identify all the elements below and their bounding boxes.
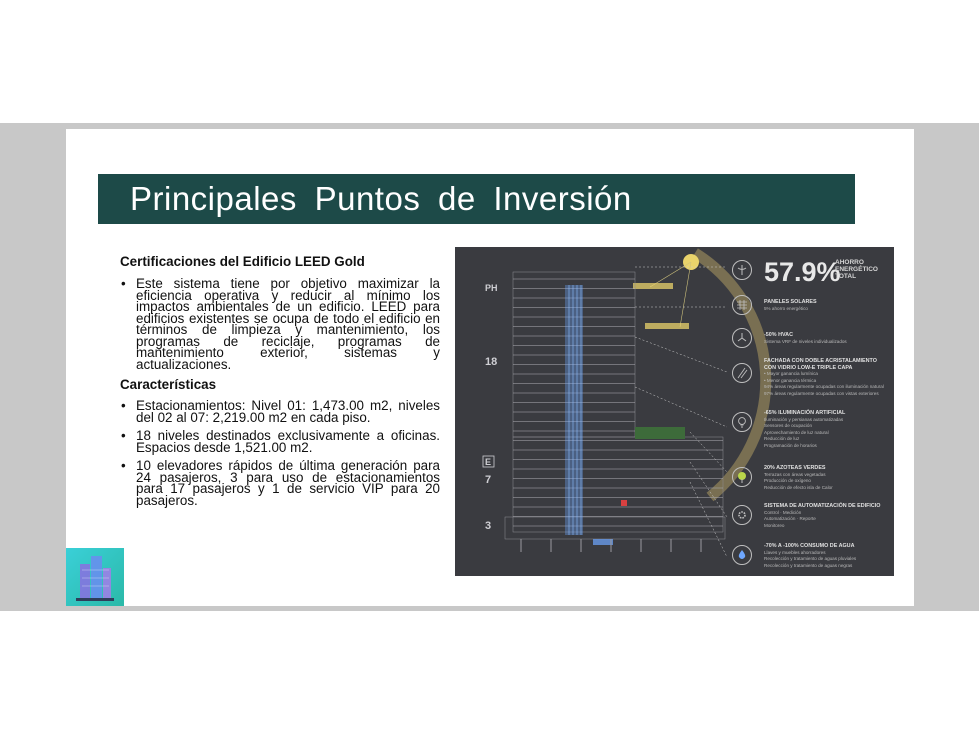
- infographic-item-desc: Sensores de ocupación: [764, 423, 813, 428]
- infographic-item-desc: Reducción de efecto isla de Calor: [764, 484, 833, 490]
- features-list: [120, 400, 440, 506]
- infographic-item-desc: Sistema VRF de niveles individualizados: [764, 338, 847, 344]
- label-e: E: [485, 457, 492, 467]
- slide-title: Principales Puntos de Inversión: [98, 174, 855, 224]
- infographic-item-desc: 5% ahorro energético: [764, 305, 808, 311]
- facade-icon: [732, 363, 752, 383]
- infographic-item-desc: Control · Medición: [764, 509, 802, 515]
- infographic-item-desc: Terrazas con áreas vegetadas: [764, 471, 826, 477]
- stat-label-line: AHORRO: [835, 259, 864, 266]
- infographic-item-title: -65% ILUMINACIÓN ARTIFICIAL: [764, 410, 846, 416]
- infographic-item-desc: • Menor ganancia térmica: [764, 377, 817, 383]
- label-ph: PH: [485, 283, 498, 293]
- infographic-item-desc: Recolección y tratamiento de aguas pluviales: [764, 556, 857, 561]
- infographic-item-desc: Reducción de luz: [764, 436, 800, 441]
- feature-parking: • Estacionamientos: Nivel 01: 1,473.00 m2, niveles del 02 al 07: 2,219.00 m2 en cada piso.: [120, 400, 440, 423]
- infographic-item-title: 20% AZOTEAS VERDES: [764, 465, 826, 471]
- stat-label-line: TOTAL: [835, 273, 857, 280]
- feature-offices: • 18 niveles destinados exclusivamente a oficinas. Espacios desde 1,521.00 m2.: [120, 430, 440, 453]
- gear-icon: [732, 505, 752, 525]
- energy-saving-stat: 57.9%: [764, 257, 841, 287]
- infographic-item: [764, 410, 889, 449]
- slide: [66, 129, 914, 606]
- solar-panel-icon: [732, 295, 752, 315]
- infographic-item-desc: Producción de oxígeno: [764, 478, 811, 483]
- features-heading: Características: [120, 377, 217, 392]
- infographic-item-desc: Recolección y tratamiento de aguas negras: [764, 562, 853, 568]
- text-column: [120, 254, 440, 513]
- tree-icon: [732, 467, 752, 487]
- infographic-item-title: -70% A -100% CONSUMO DE AGUA: [764, 543, 855, 549]
- infographic-item-title: PANELES SOLARES: [764, 299, 817, 305]
- infographic-item-title: FACHADA CON DOBLE ACRISTALAMIENTO CON VIDRIO LOW-E TRIPLE CAPA: [764, 358, 877, 371]
- feature-elevators: • 10 elevadores rápidos de última generación para 24 pasajeros, 3 para uso de estacionamientos para 17 pasajeros y 1 de servicio VIP para 20 pasajeros.: [120, 460, 440, 506]
- energy-icon: [732, 260, 752, 280]
- infographic-item: [764, 299, 889, 312]
- energy-saving-label: [835, 259, 878, 280]
- leed-infographic: [455, 247, 894, 576]
- infographic-item-desc: 94% áreas regularmente ocupadas con iluminación natural: [764, 384, 884, 389]
- label-18: 18: [485, 356, 498, 368]
- cert-bullet: • Este sistema tiene por objetivo maximizar la eficiencia operativa y reducir al mínimo los impactos ambientales de un edificio. LEED para edificios existentes se ocupa de todo el edificio en términos de limpieza y mantenimiento, los programas de reciclaje, programas de mantenimiento exterior, sistemas y actualizaciones.: [120, 278, 440, 370]
- infographic-item: [764, 465, 889, 491]
- light-bulb-icon: [732, 412, 752, 432]
- infographic-item-title: -50% HVAC: [764, 332, 793, 338]
- company-logo: [66, 548, 124, 606]
- infographic-item-title: SISTEMA DE AUTOMATIZACIÓN DE EDIFICIO: [764, 503, 881, 509]
- infographic-item-desc: 97% áreas regularmente ocupadas con vistas exteriores: [764, 390, 879, 396]
- fan-icon: [732, 328, 752, 348]
- infographic-item-desc: Automatización · Reporte: [764, 516, 816, 521]
- infographic-item-desc: Aprovechamiento de luz natural: [764, 429, 829, 435]
- infographic-item-desc: Llaves y muebles ahorradores: [764, 549, 826, 555]
- label-3: 3: [485, 520, 492, 532]
- infographic-item-desc: • Mayor ganancia lumínica: [764, 371, 818, 376]
- infographic-item: [764, 358, 889, 397]
- infographic-item-desc: Monitoreo: [764, 522, 785, 528]
- cert-heading: Certificaciones del Edificio LEED Gold: [120, 254, 365, 269]
- infographic-item: [764, 332, 889, 345]
- infographic-item-desc: Iluminación y persianas automatizadas: [764, 416, 844, 422]
- infographic-item: [764, 503, 889, 529]
- stat-label-line: ENERGÉTICO: [835, 266, 878, 273]
- water-drop-icon: [732, 545, 752, 565]
- infographic-item: [764, 543, 889, 569]
- cert-bullets: [120, 278, 440, 370]
- infographic-item-desc: Programación de horarios: [764, 442, 817, 448]
- label-7: 7: [485, 474, 492, 486]
